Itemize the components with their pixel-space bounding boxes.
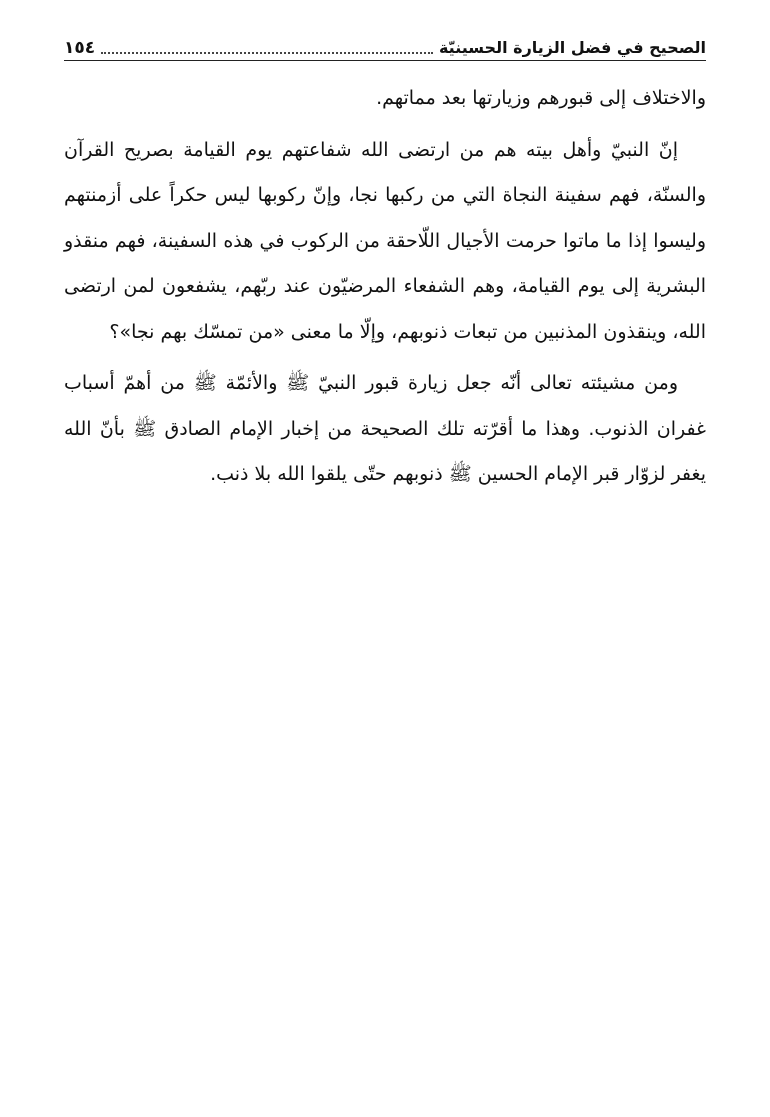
- page-number: ١٥٤: [64, 38, 96, 58]
- header-rule: [64, 60, 706, 61]
- paragraph-visitation: ومن مشيئته تعالى أنّه جعل زيارة قبور النبيّ ﷺ والأئمّة ﷺ من أهمّ أسباب غفران الذنوب. وهذا ما أقرّته تلك الصحيحة من إخبار الإمام الصادق ﷺ بأنّ الله يغفر لزوّار قبر الإمام الحسين ﷺ ذنوبهم حتّى يلقوا الله بلا ذنب.: [64, 372, 706, 485]
- paragraph-continuation: والاختلاف إلى قبورهم وزيارتها بعد مماتهم.: [376, 87, 706, 109]
- book-title: الصحيح في فضل الزيارة الحسينيّة: [438, 38, 706, 57]
- body-text: [64, 76, 706, 498]
- paragraph-intercession: إنّ النبيّ وأهل بيته هم من ارتضى الله شفاعتهم يوم القيامة بصريح القرآن والسنّة، فهم سفينة النجاة التي من ركبها نجا، وإنّ ركوبها ليس حكراً على أزمنتهم وليسوا إذا ما ماتوا حرمت الأجيال اللّاحقة من الركوب في هذه السفينة، فهم منقذو البشرية إلى يوم القيامة، وهم الشفعاء المرضيّون عند ربّهم، يشفعون لمن ارتضى الله، وينقذون المذنبين من تبعات ذنوبهم، وإلّا ما معنى «من تمسّك بهم نجا»؟: [64, 138, 706, 343]
- dotted-leader: [101, 51, 433, 54]
- running-header: [64, 32, 706, 58]
